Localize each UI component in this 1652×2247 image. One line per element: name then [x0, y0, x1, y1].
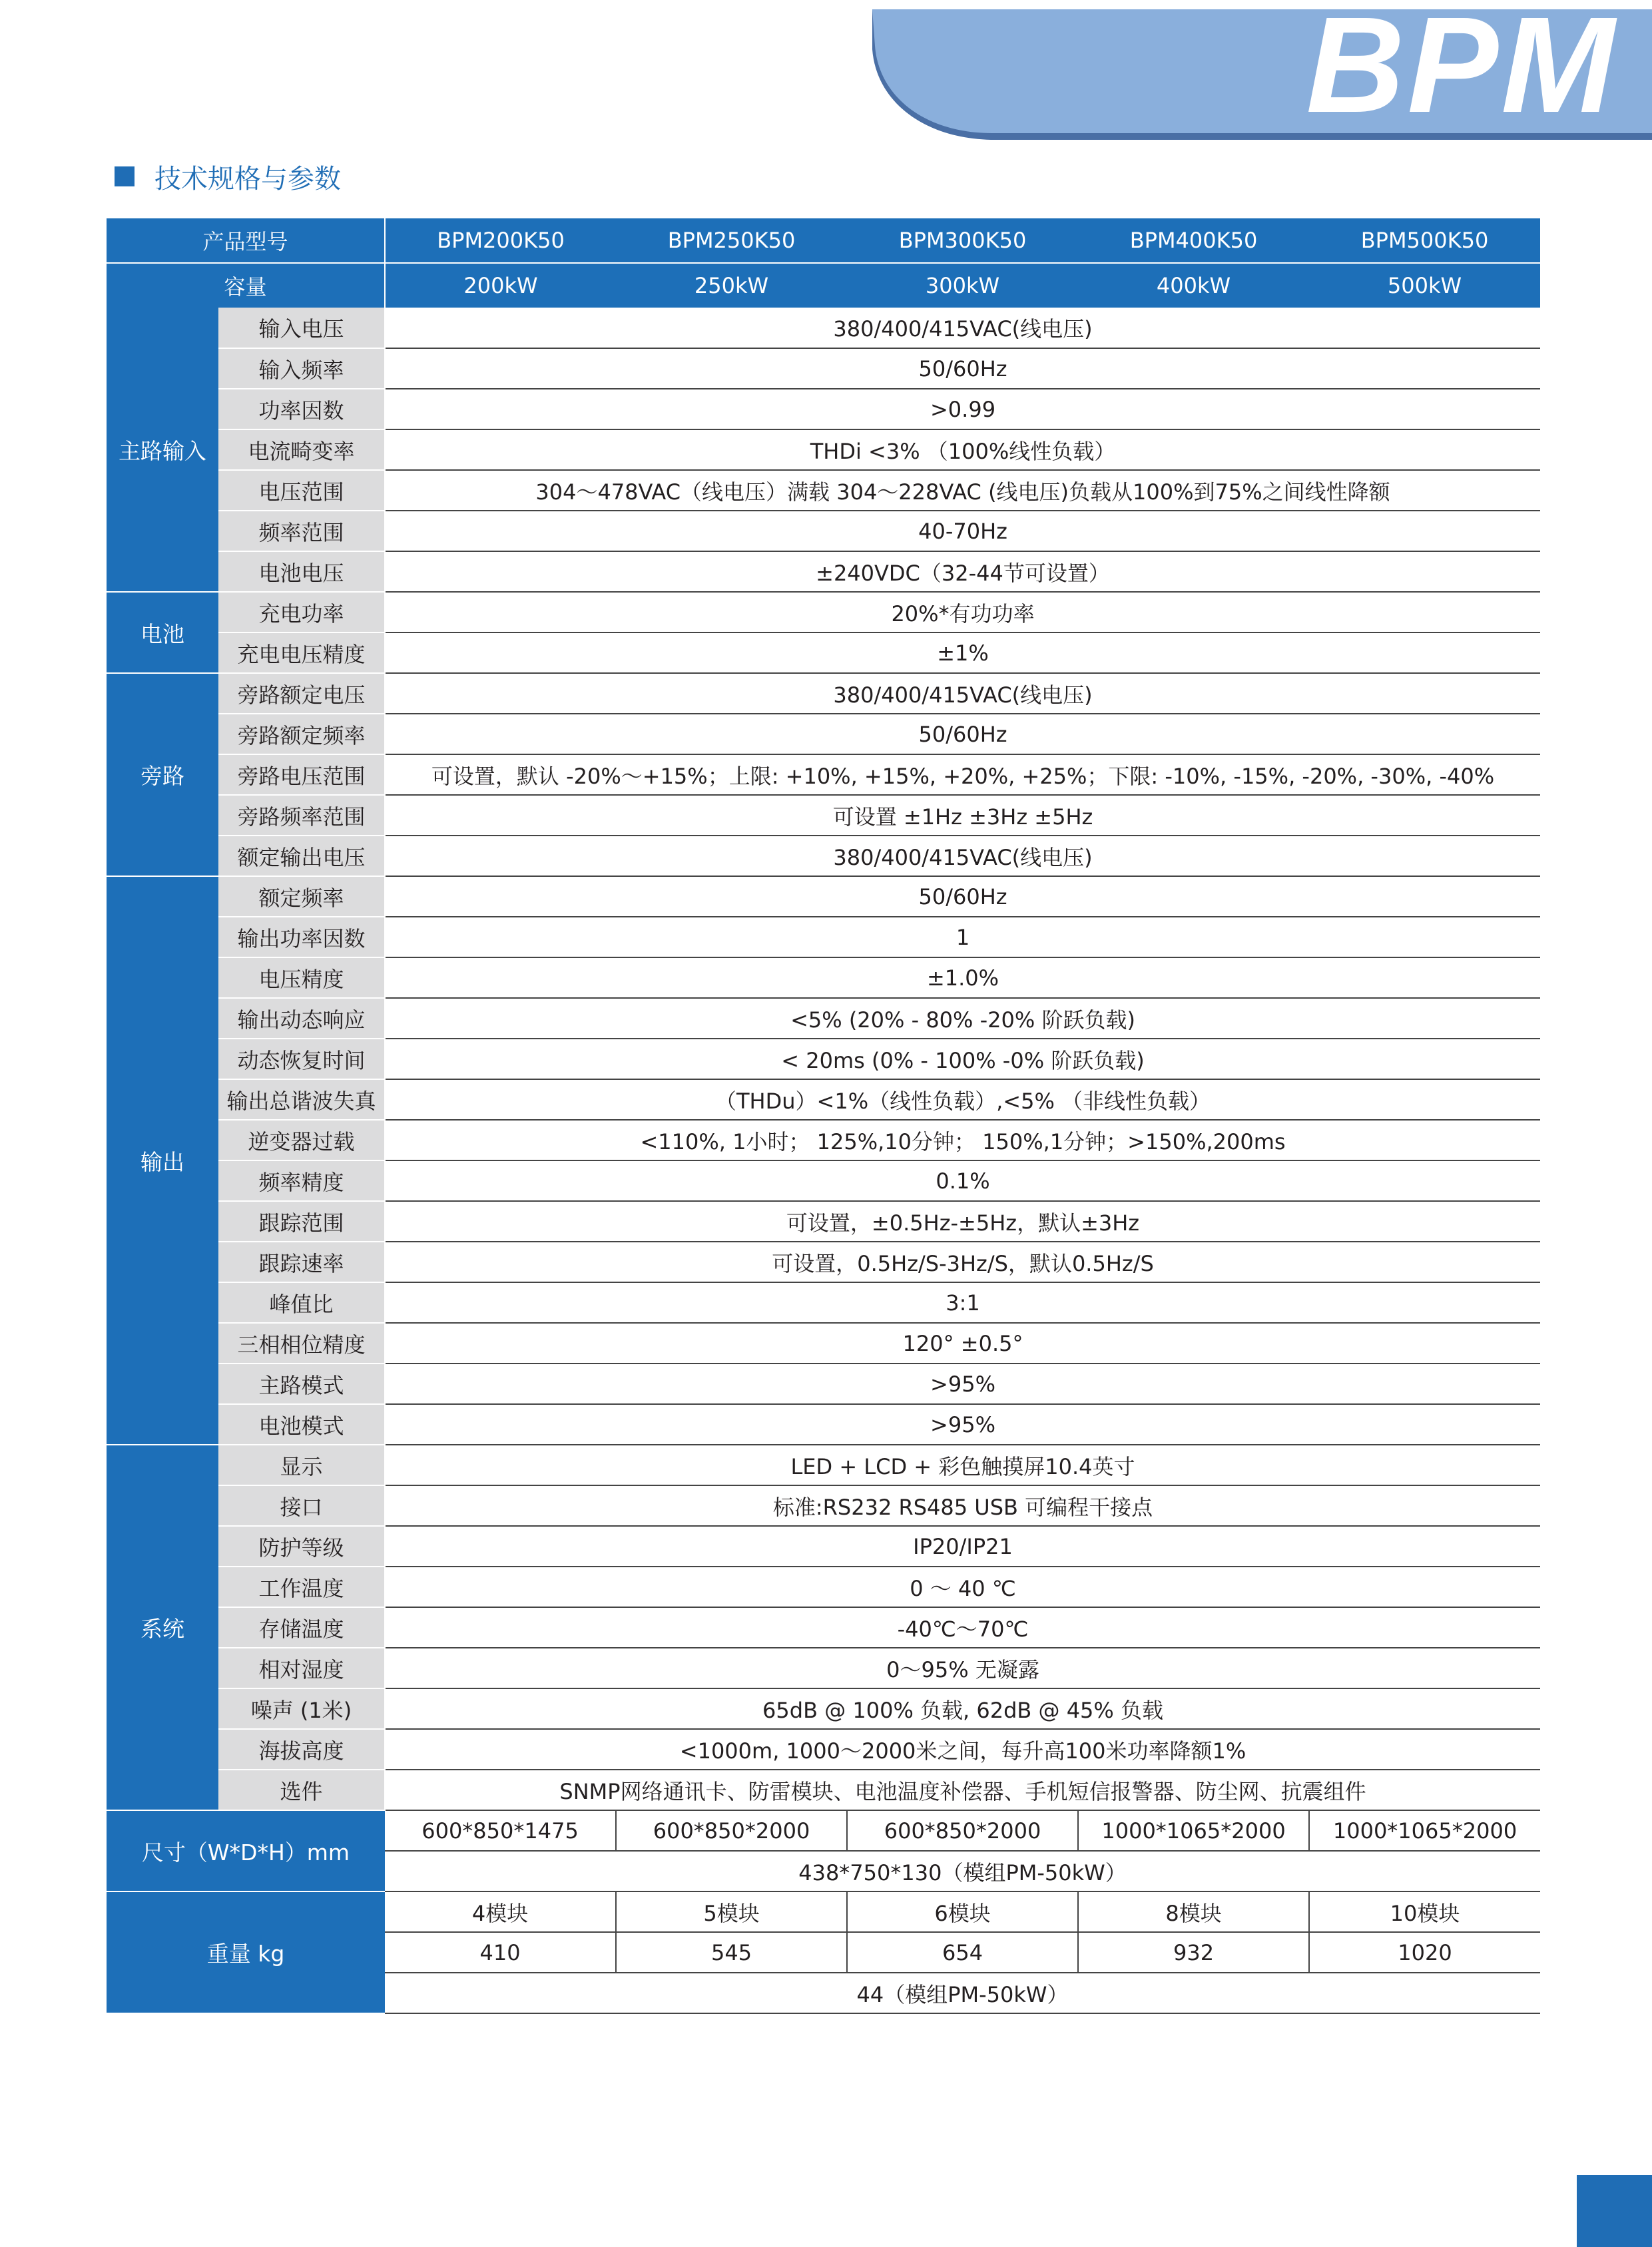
- spec-row: [107, 795, 1540, 836]
- spec-row: [107, 998, 1540, 1039]
- module-weight: 44（模组PM-50kW）: [385, 1973, 1540, 2013]
- page-corner-block: [1577, 2175, 1652, 2247]
- spec-label: 接口: [218, 1485, 385, 1526]
- spec-label: 输出总谐波失真: [218, 1079, 385, 1120]
- capacity-row: [107, 263, 1540, 308]
- spec-value: 0～95% 无凝露: [385, 1648, 1540, 1688]
- spec-row: [107, 1364, 1540, 1404]
- spec-row: [107, 1242, 1540, 1282]
- module-count: 4模块: [385, 1891, 616, 1932]
- dimension-value: 1000*1065*2000: [1309, 1810, 1540, 1851]
- spec-row: [107, 1526, 1540, 1567]
- spec-label: 输出动态响应: [218, 998, 385, 1039]
- spec-value: >0.99: [385, 389, 1540, 429]
- spec-value: 3:1: [385, 1282, 1540, 1323]
- spec-value: 20%*有功功率: [385, 592, 1540, 632]
- spec-row: [107, 592, 1540, 632]
- weight-value: 654: [847, 1932, 1078, 1973]
- spec-value: ±1.0%: [385, 957, 1540, 998]
- capacity-value: 400kW: [1078, 263, 1309, 308]
- weight-label: 重量 kg: [107, 1891, 385, 2013]
- spec-label: 选件: [218, 1770, 385, 1810]
- section-title: 技术规格与参数: [154, 163, 341, 194]
- spec-value: 可设置 ±1Hz ±3Hz ±5Hz: [385, 795, 1540, 836]
- dimension-value: 600*850*1475: [385, 1810, 616, 1851]
- dimensions-label: 尺寸（W*D*H）mm: [107, 1810, 385, 1891]
- spec-label: 显示: [218, 1445, 385, 1485]
- spec-row: [107, 876, 1540, 917]
- group-label: 输出: [107, 876, 218, 1445]
- spec-value: 1: [385, 917, 1540, 957]
- spec-label: 频率范围: [218, 511, 385, 551]
- spec-row: [107, 470, 1540, 511]
- spec-row: [107, 957, 1540, 998]
- capacity-value: 300kW: [847, 263, 1078, 308]
- capacity-value: 200kW: [385, 263, 616, 308]
- spec-label: 逆变器过载: [218, 1120, 385, 1160]
- spec-value: >95%: [385, 1404, 1540, 1445]
- model-name: BPM500K50: [1309, 218, 1540, 263]
- module-count: 5模块: [616, 1891, 847, 1932]
- group-label: 电池: [107, 592, 218, 673]
- spec-value: （THDu）<1%（线性负载）,<5% （非线性负载）: [385, 1079, 1540, 1120]
- spec-label: 输入电压: [218, 308, 385, 348]
- dimension-value: 600*850*2000: [847, 1810, 1078, 1851]
- dimensions-row: [107, 1810, 1540, 1851]
- weight-value: 1020: [1309, 1932, 1540, 1973]
- spec-value: 380/400/415VAC(线电压): [385, 308, 1540, 348]
- spec-label: 额定输出电压: [218, 836, 385, 876]
- spec-label: 旁路额定电压: [218, 673, 385, 714]
- spec-label: 额定频率: [218, 876, 385, 917]
- module-count: 8模块: [1078, 1891, 1309, 1932]
- spec-row: [107, 511, 1540, 551]
- spec-row: [107, 673, 1540, 714]
- spec-label: 电压范围: [218, 470, 385, 511]
- spec-label: 电压精度: [218, 957, 385, 998]
- spec-value: LED + LCD + 彩色触摸屏10.4英寸: [385, 1445, 1540, 1485]
- spec-label: 相对湿度: [218, 1648, 385, 1688]
- group-label: 主路输入: [107, 308, 218, 592]
- spec-label: 峰值比: [218, 1282, 385, 1323]
- spec-row: [107, 1770, 1540, 1810]
- weight-value: 410: [385, 1932, 616, 1973]
- capacity-label: 容量: [107, 263, 385, 308]
- spec-value: 304～478VAC（线电压）满载 304～228VAC (线电压)负载从100%到75%之间线性降额: [385, 470, 1540, 511]
- spec-row: [107, 1445, 1540, 1485]
- model-label: 产品型号: [107, 218, 385, 263]
- spec-label: 跟踪范围: [218, 1201, 385, 1242]
- spec-value: <1000m, 1000～2000米之间，每升高100米功率降额1%: [385, 1729, 1540, 1770]
- group-label: 系统: [107, 1445, 218, 1810]
- capacity-value: 250kW: [616, 263, 847, 308]
- model-name: BPM400K50: [1078, 218, 1309, 263]
- spec-table: [107, 218, 1540, 2014]
- spec-value: <5% (20% - 80% -20% 阶跃负载): [385, 998, 1540, 1039]
- section-heading: [115, 156, 341, 196]
- spec-label: 旁路额定频率: [218, 714, 385, 754]
- spec-row: [107, 714, 1540, 754]
- module-count: 6模块: [847, 1891, 1078, 1932]
- spec-value: 可设置，默认 -20%～+15%；上限: +10%, +15%, +20%, +25%；下限: -10%, -15%, -20%, -30%, -40%: [385, 754, 1540, 795]
- spec-label: 充电电压精度: [218, 632, 385, 673]
- spec-row: [107, 632, 1540, 673]
- spec-row: [107, 1404, 1540, 1445]
- spec-label: 海拔高度: [218, 1729, 385, 1770]
- spec-row: [107, 754, 1540, 795]
- spec-row: [107, 551, 1540, 592]
- spec-label: 旁路电压范围: [218, 754, 385, 795]
- spec-value: 50/60Hz: [385, 714, 1540, 754]
- spec-value: < 20ms (0% - 100% -0% 阶跃负载): [385, 1039, 1540, 1079]
- spec-label: 跟踪速率: [218, 1242, 385, 1282]
- spec-row: [107, 836, 1540, 876]
- spec-label: 工作温度: [218, 1567, 385, 1607]
- spec-row: [107, 1485, 1540, 1526]
- dimension-value: 600*850*2000: [616, 1810, 847, 1851]
- spec-row: [107, 1729, 1540, 1770]
- spec-value: THDi <3% （100%线性负载）: [385, 429, 1540, 470]
- model-row: [107, 218, 1540, 263]
- spec-label: 电池电压: [218, 551, 385, 592]
- square-bullet-icon: [115, 166, 135, 186]
- spec-row: [107, 1607, 1540, 1648]
- weight-value: 932: [1078, 1932, 1309, 1973]
- spec-label: 存储温度: [218, 1607, 385, 1648]
- spec-value: <110%, 1小时； 125%,10分钟； 150%,1分钟；>150%,200ms: [385, 1120, 1540, 1160]
- spec-value: ±1%: [385, 632, 1540, 673]
- spec-label: 功率因数: [218, 389, 385, 429]
- spec-row: [107, 429, 1540, 470]
- spec-row: [107, 1648, 1540, 1688]
- spec-label: 噪声 (1米): [218, 1688, 385, 1729]
- spec-row: [107, 308, 1540, 348]
- spec-value: 380/400/415VAC(线电压): [385, 673, 1540, 714]
- spec-value: >95%: [385, 1364, 1540, 1404]
- spec-label: 主路模式: [218, 1364, 385, 1404]
- spec-label: 充电功率: [218, 592, 385, 632]
- model-name: BPM300K50: [847, 218, 1078, 263]
- weight-value: 545: [616, 1932, 847, 1973]
- spec-row: [107, 1323, 1540, 1364]
- spec-row: [107, 389, 1540, 429]
- spec-label: 电流畸变率: [218, 429, 385, 470]
- spec-value: 65dB @ 100% 负载, 62dB @ 45% 负载: [385, 1688, 1540, 1729]
- spec-row: [107, 1039, 1540, 1079]
- spec-value: 标准:RS232 RS485 USB 可编程干接点: [385, 1485, 1540, 1526]
- spec-value: 可设置，0.5Hz/S-3Hz/S，默认0.5Hz/S: [385, 1242, 1540, 1282]
- spec-label: 三相相位精度: [218, 1323, 385, 1364]
- spec-row: [107, 1201, 1540, 1242]
- dimension-value: 1000*1065*2000: [1078, 1810, 1309, 1851]
- spec-label: 电池模式: [218, 1404, 385, 1445]
- spec-value: 可设置，±0.5Hz-±5Hz，默认±3Hz: [385, 1201, 1540, 1242]
- spec-value: SNMP网络通讯卡、防雷模块、电池温度补偿器、手机短信报警器、防尘网、抗震组件: [385, 1770, 1540, 1810]
- spec-label: 动态恢复时间: [218, 1039, 385, 1079]
- spec-row: [107, 1160, 1540, 1201]
- spec-row: [107, 1079, 1540, 1120]
- weight-modules-row: [107, 1891, 1540, 1932]
- spec-row: [107, 1282, 1540, 1323]
- spec-value: -40℃～70℃: [385, 1607, 1540, 1648]
- spec-value: 50/60Hz: [385, 876, 1540, 917]
- spec-row: [107, 1688, 1540, 1729]
- spec-label: 频率精度: [218, 1160, 385, 1201]
- spec-value: IP20/IP21: [385, 1526, 1540, 1567]
- model-name: BPM200K50: [385, 218, 616, 263]
- module-count: 10模块: [1309, 1891, 1540, 1932]
- module-dimension: 438*750*130（模组PM-50kW）: [385, 1851, 1540, 1891]
- spec-label: 输入频率: [218, 348, 385, 389]
- spec-label: 防护等级: [218, 1526, 385, 1567]
- spec-label: 旁路频率范围: [218, 795, 385, 836]
- spec-value: 50/60Hz: [385, 348, 1540, 389]
- spec-value: 380/400/415VAC(线电压): [385, 836, 1540, 876]
- spec-label: 输出功率因数: [218, 917, 385, 957]
- spec-row: [107, 917, 1540, 957]
- spec-value: ±240VDC（32-44节可设置）: [385, 551, 1540, 592]
- brand-logo: BPM: [1306, 0, 1617, 141]
- group-label: 旁路: [107, 673, 218, 876]
- spec-value: 0.1%: [385, 1160, 1540, 1201]
- capacity-value: 500kW: [1309, 263, 1540, 308]
- spec-row: [107, 348, 1540, 389]
- spec-row: [107, 1567, 1540, 1607]
- spec-value: 0 ～ 40 ℃: [385, 1567, 1540, 1607]
- spec-row: [107, 1120, 1540, 1160]
- spec-value: 120° ±0.5°: [385, 1323, 1540, 1364]
- model-name: BPM250K50: [616, 218, 847, 263]
- spec-value: 40-70Hz: [385, 511, 1540, 551]
